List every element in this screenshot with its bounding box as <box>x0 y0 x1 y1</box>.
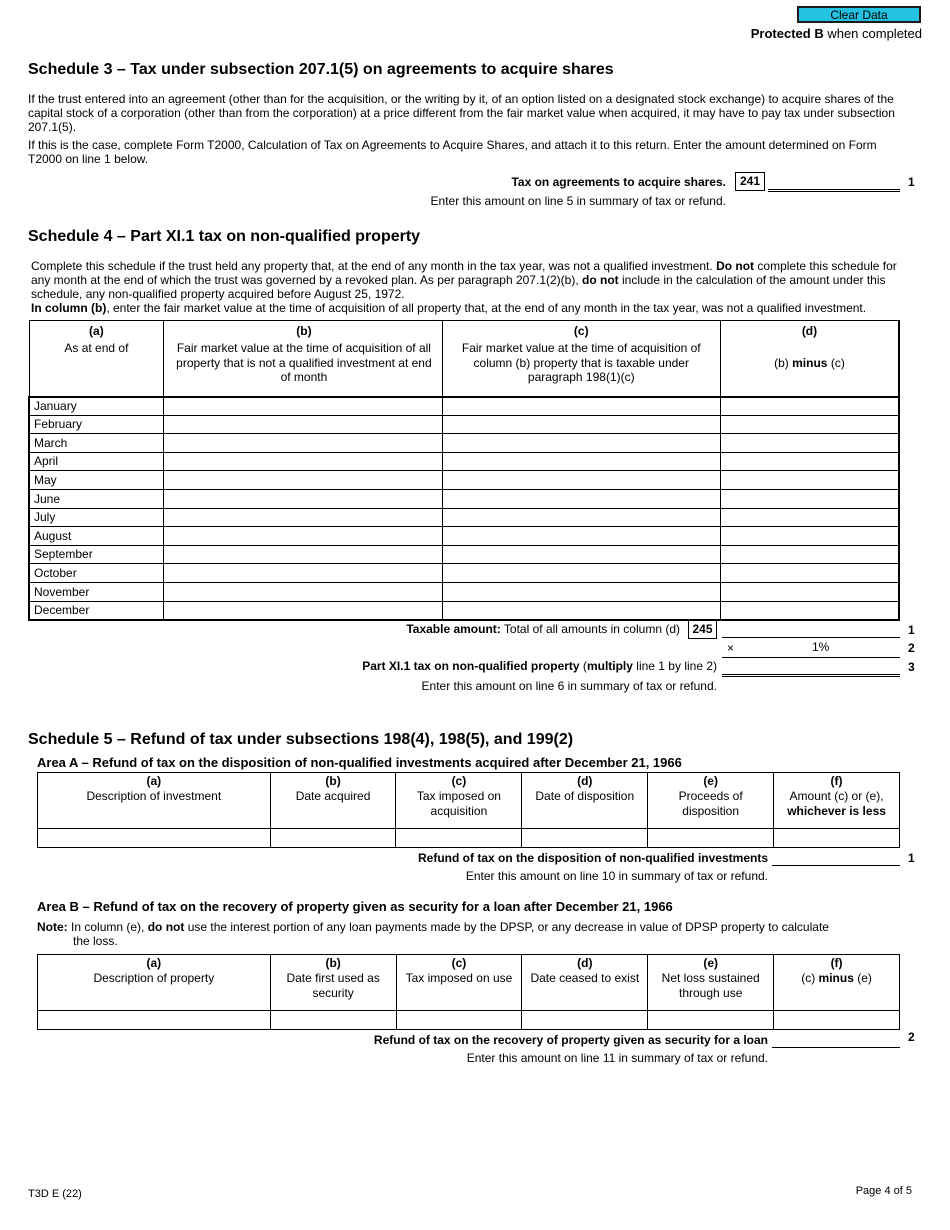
schedule4-column-b-instruction: In column (b), enter the fair market value at the time of acquisition of all property that, at the end of any month in the tax year, was not a qualified investment. <box>31 301 867 315</box>
month-label: September <box>29 545 164 564</box>
col-d-input[interactable] <box>720 545 899 564</box>
month-label: February <box>29 415 164 434</box>
table-row <box>29 601 899 620</box>
area-b-line-label: Refund of tax on the recovery of property given as security for a loan <box>373 1033 768 1047</box>
col-b-input[interactable] <box>164 508 442 527</box>
area-b-table <box>37 954 900 1030</box>
table-row <box>29 508 899 527</box>
col-d-input[interactable] <box>720 434 899 453</box>
area-b-col-b-header: (b) Date first used as security <box>270 955 396 1011</box>
area-b-amount-input[interactable] <box>774 1011 900 1030</box>
month-label: December <box>29 601 164 620</box>
area-b-title: Area B – Refund of tax on the recovery of property given as security for a loan after December 21, 1966 <box>37 899 673 914</box>
col-d-input[interactable] <box>720 397 899 416</box>
schedule3-para1: If the trust entered into an agreement (other than for the acquisition, or the writing by it, of an option listed on a designated stock exchange) to acquire shares of the capital stock of a corporation (other than from the corporation) at a price different from the fair market value when acquired, it may have to pay tax under subsection 207.1(5). <box>28 92 895 134</box>
schedule4-note: Enter this amount on line 6 in summary of tax or refund. <box>421 679 717 693</box>
protected-b-label: Protected B when completed <box>750 26 922 41</box>
col-c-input[interactable] <box>442 564 720 583</box>
area-b-col-a-header: (a) Description of property <box>38 955 271 1011</box>
col-b-input[interactable] <box>164 434 442 453</box>
month-label: April <box>29 452 164 471</box>
area-a-col-e-header: (e) Proceeds of disposition <box>648 773 774 829</box>
schedule4-line1-input[interactable] <box>722 620 900 638</box>
schedule4-line3-number: 3 <box>908 660 915 674</box>
schedule4-code-box: 245 <box>688 620 717 639</box>
area-b-description-input[interactable] <box>38 1011 271 1030</box>
col-b-input[interactable] <box>164 471 442 490</box>
col-d-input[interactable] <box>720 582 899 601</box>
area-a-title: Area A – Refund of tax on the disposition of non-qualified investments acquired after December 21, 1966 <box>37 755 682 770</box>
col-d-input[interactable] <box>720 452 899 471</box>
col-b-input[interactable] <box>164 397 442 416</box>
table-row <box>29 434 899 453</box>
schedule4-rate-field: × 1% <box>722 639 900 658</box>
form-code: T3D E (22) <box>28 1188 82 1200</box>
s4-col-d-header: (d) (b) minus (c) <box>720 321 899 397</box>
table-row <box>29 545 899 564</box>
schedule4-line2-number: 2 <box>908 641 915 655</box>
area-a-proceeds-input[interactable] <box>648 829 774 848</box>
schedule4-table <box>28 320 900 621</box>
col-c-input[interactable] <box>442 545 720 564</box>
area-a-col-b-header: (b) Date acquired <box>270 773 396 829</box>
table-row <box>29 397 899 416</box>
col-b-input[interactable] <box>164 489 442 508</box>
table-row <box>29 471 899 490</box>
col-c-input[interactable] <box>442 452 720 471</box>
col-d-input[interactable] <box>720 508 899 527</box>
area-b-line-note: Enter this amount on line 11 in summary of tax or refund. <box>466 1051 768 1065</box>
part-xi1-tax-label: Part XI.1 tax on non-qualified property (multiply line 1 by line 2) <box>362 659 717 673</box>
area-a-table <box>37 772 900 848</box>
s4-col-b-header: (b) Fair market value at the time of acquisition of all property that is not a qualified investment at end of month <box>164 321 442 397</box>
area-b-col-f-header: (f) (c) minus (e) <box>774 955 900 1011</box>
area-a-description-input[interactable] <box>38 829 271 848</box>
schedule3-title: Schedule 3 – Tax under subsection 207.1(5) on agreements to acquire shares <box>28 61 614 78</box>
month-label: October <box>29 564 164 583</box>
col-d-input[interactable] <box>720 489 899 508</box>
area-a-line-number: 1 <box>908 851 915 865</box>
area-b-note: Note: In column (e), do not use the interest portion of any loan payments made by the DPSP, or any decrease in value of DPSP property to calculate the loss. <box>37 920 829 948</box>
col-c-input[interactable] <box>442 527 720 546</box>
month-label: June <box>29 489 164 508</box>
area-b-col-c-header: (c) Tax imposed on use <box>396 955 522 1011</box>
area-a-col-d-header: (d) Date of disposition <box>522 773 648 829</box>
col-c-input[interactable] <box>442 582 720 601</box>
table-row <box>38 1011 900 1030</box>
col-c-input[interactable] <box>442 471 720 490</box>
schedule3-note: Enter this amount on line 5 in summary of tax or refund. <box>430 194 726 208</box>
taxable-amount-label: Taxable amount: Total of all amounts in column (d) <box>406 622 680 636</box>
col-d-input[interactable] <box>720 471 899 490</box>
area-b-date-ceased-input[interactable] <box>522 1011 648 1030</box>
area-a-col-c-header: (c) Tax imposed on acquisition <box>396 773 522 829</box>
area-a-date-acquired-input[interactable] <box>270 829 396 848</box>
schedule3-para2: If this is the case, complete Form T2000, Calculation of Tax on Agreements to Acquire Shares, and attach it to this return. Enter the amount determined on Form T2000 on line 1 below. <box>28 138 877 166</box>
area-b-col-e-header: (e) Net loss sustained through use <box>648 955 774 1011</box>
area-a-amount-input[interactable] <box>774 829 900 848</box>
col-d-input[interactable] <box>720 527 899 546</box>
area-b-col-d-header: (d) Date ceased to exist <box>522 955 648 1011</box>
area-a-line-label: Refund of tax on the disposition of non-qualified investments <box>418 851 768 865</box>
area-a-col-f-header: (f) Amount (c) or (e), whichever is less <box>774 773 900 829</box>
month-label: May <box>29 471 164 490</box>
col-c-input[interactable] <box>442 397 720 416</box>
area-a-line1-input[interactable] <box>772 848 900 866</box>
area-b-net-loss-input[interactable] <box>648 1011 774 1030</box>
schedule4-line3-input[interactable] <box>722 657 900 677</box>
col-b-input[interactable] <box>164 601 442 620</box>
col-c-input[interactable] <box>442 415 720 434</box>
schedule3-code-box: 241 <box>735 172 765 191</box>
month-label: March <box>29 434 164 453</box>
table-row <box>29 582 899 601</box>
col-b-input[interactable] <box>164 582 442 601</box>
month-label: January <box>29 397 164 416</box>
col-c-input[interactable] <box>442 489 720 508</box>
area-b-date-first-used-input[interactable] <box>270 1011 396 1030</box>
schedule4-intro: Complete this schedule if the trust held any property that, at the end of any month in the tax year, was not a qualified investment. Do not complete this schedule for any month at the end of which the trust was governed by a revoked plan. As per paragraph 207.1(2)(b), do not include in the calculation of the amount under this schedule, any non-qualified property acquired before August 25, 1972. <box>31 259 897 301</box>
schedule3-line-label: Tax on agreements to acquire shares. <box>511 175 726 189</box>
col-b-input[interactable] <box>164 545 442 564</box>
month-label: November <box>29 582 164 601</box>
col-b-input[interactable] <box>164 564 442 583</box>
col-d-input[interactable] <box>720 601 899 620</box>
table-row <box>29 489 899 508</box>
schedule3-line1-input[interactable] <box>768 172 900 192</box>
col-d-input[interactable] <box>720 415 899 434</box>
schedule3-line-number: 1 <box>908 175 915 189</box>
table-row <box>38 829 900 848</box>
col-c-input[interactable] <box>442 434 720 453</box>
schedule4-line1-number: 1 <box>908 623 915 637</box>
area-b-line2-input[interactable] <box>772 1030 900 1048</box>
area-a-tax-imposed-input[interactable] <box>396 829 522 848</box>
col-d-input[interactable] <box>720 564 899 583</box>
col-c-input[interactable] <box>442 601 720 620</box>
col-b-input[interactable] <box>164 415 442 434</box>
s4-col-c-header: (c) Fair market value at the time of acquisition of column (b) property that is taxable under paragraph 198(1)(c) <box>442 321 720 397</box>
page-number: Page 4 of 5 <box>855 1185 912 1197</box>
col-c-input[interactable] <box>442 508 720 527</box>
table-row <box>29 527 899 546</box>
schedule5-title: Schedule 5 – Refund of tax under subsections 198(4), 198(5), and 199(2) <box>28 731 574 748</box>
table-row <box>29 452 899 471</box>
area-b-line-number: 2 <box>908 1030 915 1044</box>
s4-col-a-header: (a) As at end of <box>29 321 164 397</box>
table-row <box>29 564 899 583</box>
area-a-date-disposition-input[interactable] <box>522 829 648 848</box>
area-a-note: Enter this amount on line 10 in summary of tax or refund. <box>465 869 768 883</box>
month-label: July <box>29 508 164 527</box>
clear-data-button[interactable]: Clear Data <box>797 6 921 23</box>
area-a-col-a-header: (a) Description of investment <box>38 773 271 829</box>
schedule4-title: Schedule 4 – Part XI.1 tax on non-qualified property <box>28 228 421 245</box>
col-b-input[interactable] <box>164 452 442 471</box>
table-row <box>29 415 899 434</box>
col-b-input[interactable] <box>164 527 442 546</box>
area-b-tax-imposed-input[interactable] <box>396 1011 522 1030</box>
month-label: August <box>29 527 164 546</box>
